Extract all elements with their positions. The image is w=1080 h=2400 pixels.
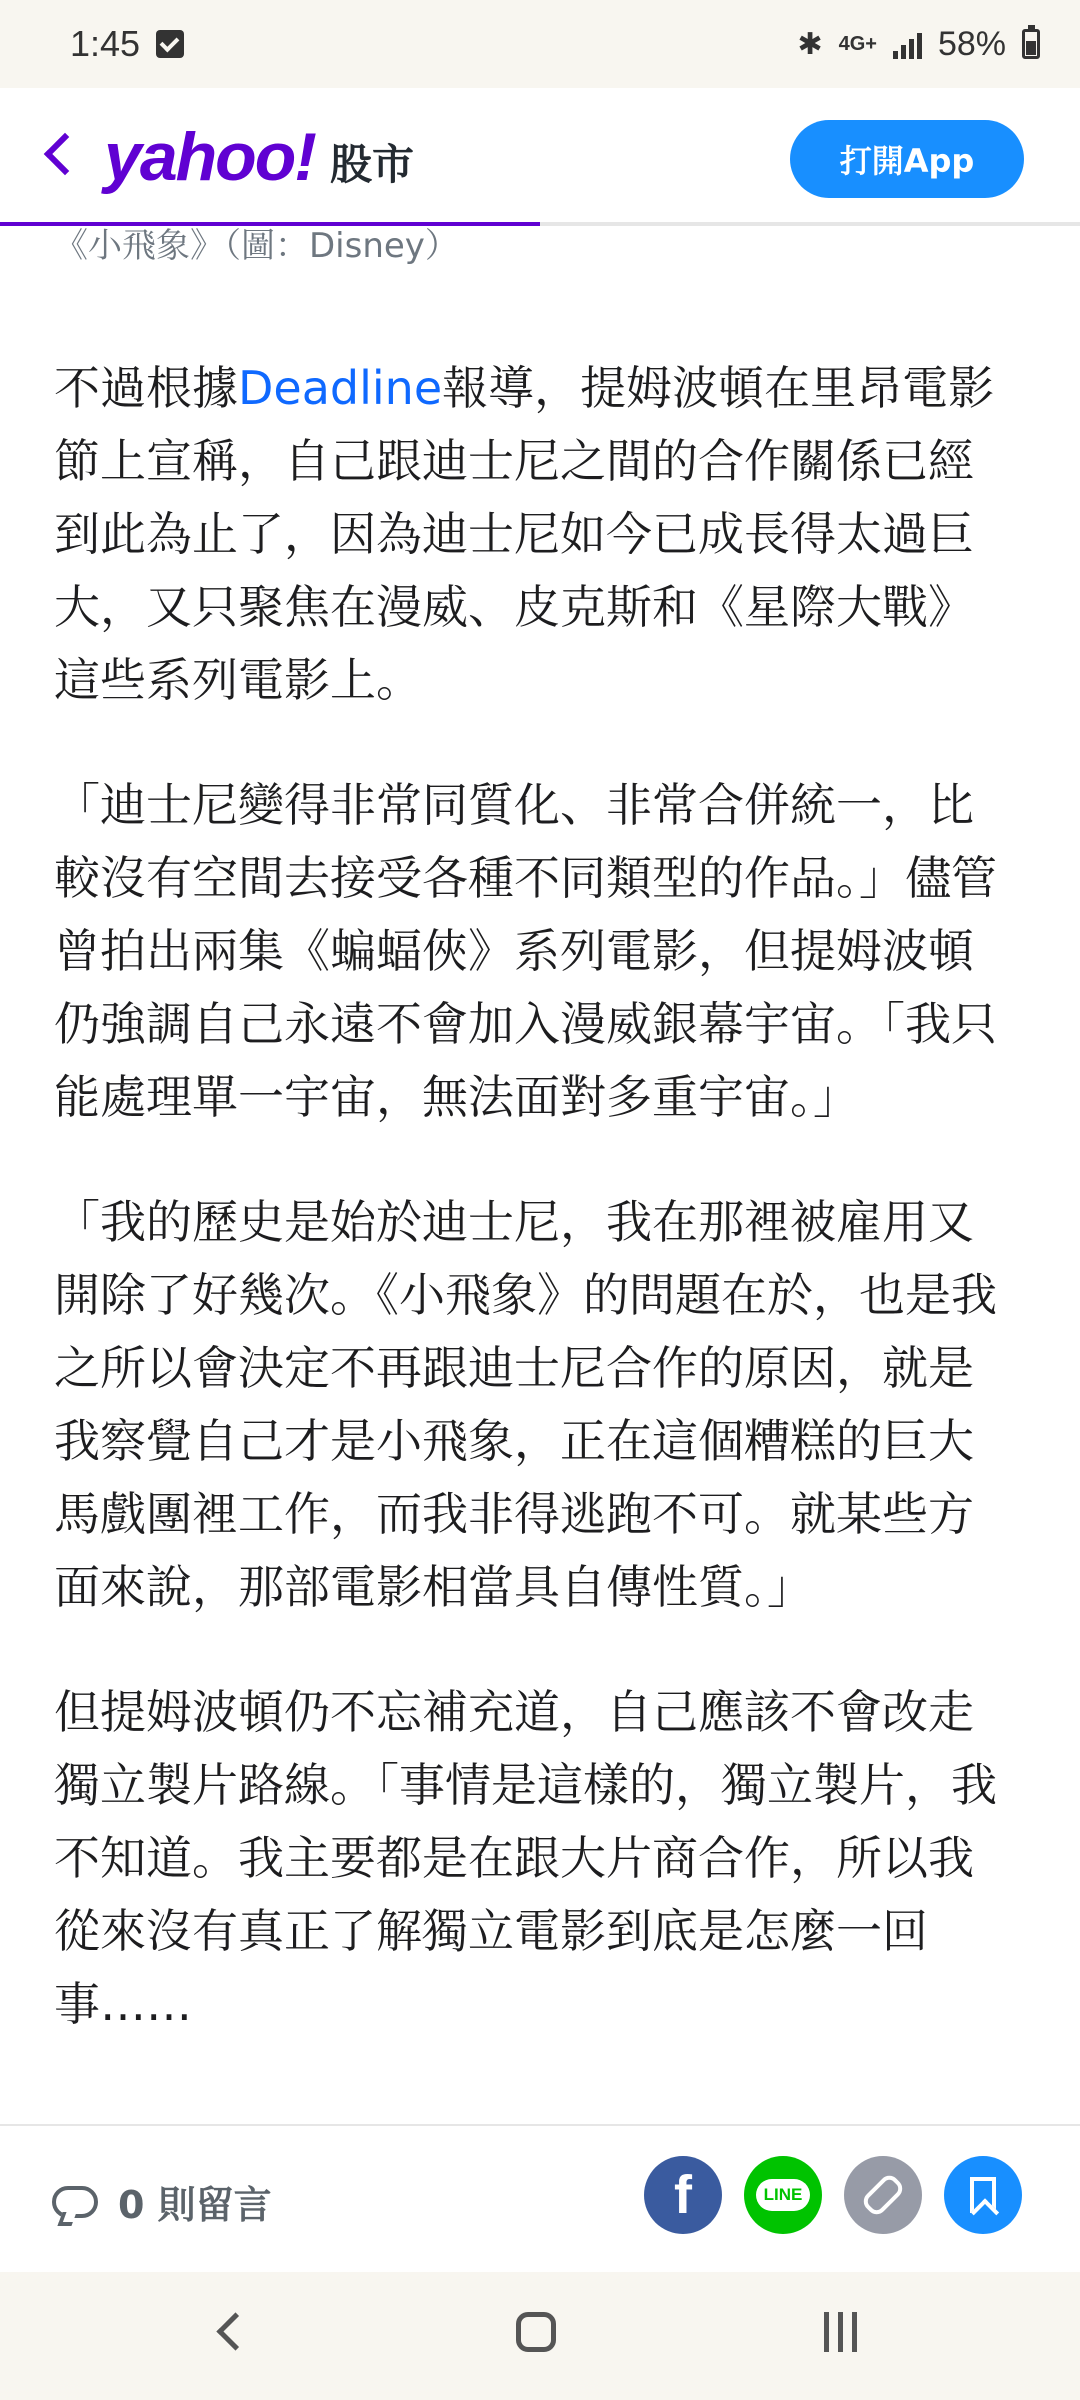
line-icon: LINE (756, 2179, 811, 2211)
back-button[interactable] (30, 124, 90, 184)
battery-icon (1022, 29, 1040, 59)
bookmark-button[interactable] (944, 2156, 1022, 2234)
bookmark-icon (970, 2177, 996, 2213)
system-navigation-bar (0, 2272, 1080, 2400)
comment-bubble-icon (52, 2186, 98, 2218)
article-paragraph-2: 「迪士尼變得非常同質化、非常合併統一，比較沒有空間去接受各種不同類型的作品。」儘管曾拍出兩集《蝙蝠俠》系列電影，但提姆波頓仍強調自己永遠不會加入漫威銀幕宇宙。「我只能處理單一宇宙，無法面對多重宇宙。」 (54, 778, 997, 1124)
status-bar (0, 0, 1080, 88)
section-label[interactable]: 股市 (330, 140, 415, 189)
link-icon (860, 2172, 907, 2219)
share-facebook-button[interactable] (644, 2156, 722, 2234)
paragraph-text: 報導，提姆波頓在里昂電影節上宣稱，自己跟迪士尼之間的合作關係已經到此為止了，因為迪士尼如今已成長得太過巨大，又只聚焦在漫威、皮克斯和《星際大戰》這些系列電影上。 (54, 361, 995, 707)
status-time: 1:45 (70, 23, 141, 64)
chevron-left-icon (44, 133, 86, 175)
status-bar-right (797, 25, 1040, 64)
paragraph-text: 不過根據 (54, 361, 238, 415)
article-paragraph-3: 「我的歷史是始於迪士尼，我在那裡被雇用又開除了好幾次。《小飛象》的問題在於，也是我之所以會決定不再跟迪士尼合作的原因，就是我察覺自己才是小飛象，正在這個糟糕的巨大馬戲團裡工作，而我非得逃跑不可。就某些方面來說，那部電影相當具自傳性質。」 (54, 1195, 997, 1614)
app-header (0, 88, 1080, 224)
copy-link-button[interactable] (844, 2156, 922, 2234)
nav-recents-icon[interactable] (820, 2312, 860, 2352)
article-paragraph-4: 但提姆波頓仍不忘補充道，自己應該不會改走獨立製片路線。「事情是這樣的，獨立製片，我不知道。我主要都是在跟大片商合作，所以我從來沒有真正了解獨立電影到底是怎麼一回事…… (54, 1685, 997, 2031)
deadline-link[interactable]: Deadline (238, 361, 443, 415)
yahoo-logo[interactable]: yahoo! (104, 119, 315, 195)
article-paragraph-1 (54, 352, 1014, 717)
image-caption: 《小飛象》（圖：Disney） (54, 226, 459, 266)
open-app-button[interactable]: 打開App (790, 120, 1024, 198)
status-bar-left (70, 23, 184, 65)
bluetooth-icon: ✱ (797, 27, 823, 61)
article-action-bar (0, 2124, 1080, 2272)
battery-percent: 58% (937, 24, 1006, 63)
signal-icon (893, 29, 922, 59)
nav-back-icon[interactable] (216, 2312, 254, 2350)
article-body (54, 226, 1014, 2041)
share-line-button[interactable] (744, 2156, 822, 2234)
comments-button[interactable] (52, 2174, 272, 2229)
checkbox-notification-icon (156, 30, 184, 58)
nav-home-icon[interactable] (516, 2312, 556, 2352)
facebook-icon: f (674, 2165, 692, 2225)
network-type-icon: 4G+ (838, 32, 877, 55)
comments-count: 0 則留言 (118, 2183, 272, 2227)
